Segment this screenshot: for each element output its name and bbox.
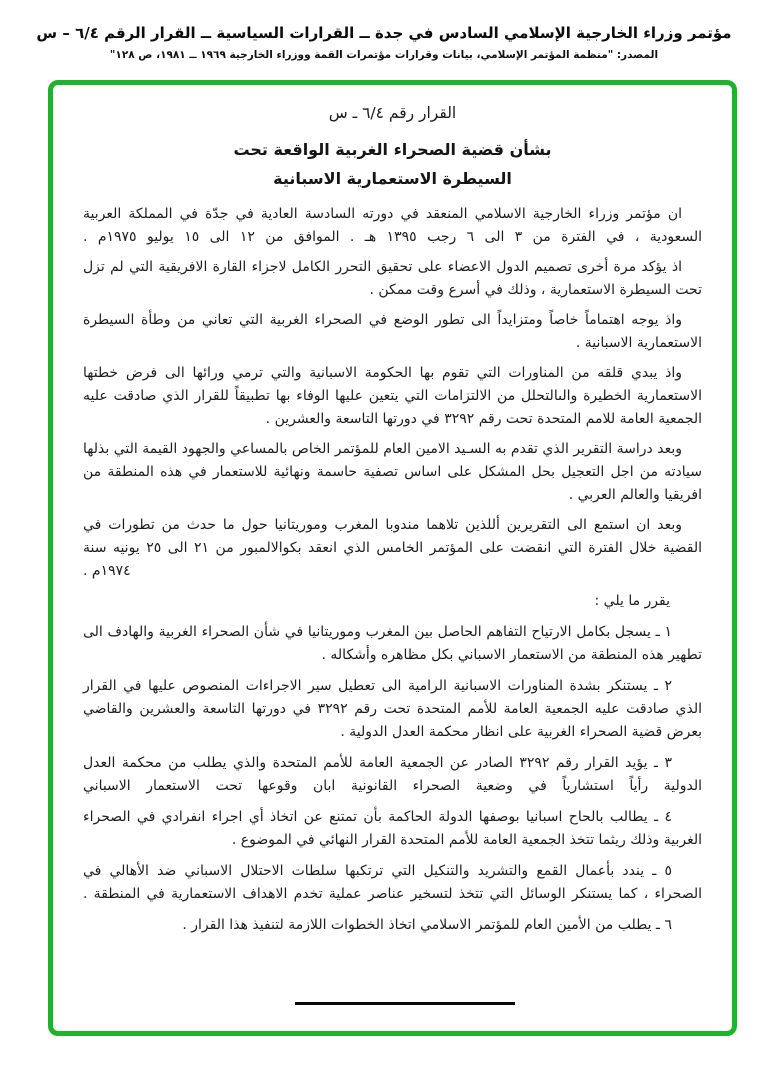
resolution-title-line-2: السيطرة الاستعمارية الاسبانية [273, 169, 512, 188]
decides-line: يقرر ما يلي : [594, 593, 670, 609]
preamble-paragraph: وبعد دراسة التقرير الذي تقدم به السـيد الامين العام للمؤتمر الخاص بالمساعي والجهود القيمة التي بذلها سيادته من اجل التعجيل بحل المشكل على اساس تصفية حاسمة ونهائية للاستعمار في هذه المنطقة من افريقيا والعالم العربي . [83, 441, 702, 503]
header-source: المصدر: "منظمة المؤتمر الإسلامي، بيانات وقرارات مؤتمرات القمة ووزراء الخارجية ١٩٦٩ ــ ١٩٨١، ص ١٢٨" [109, 49, 659, 61]
preamble-paragraph: ان مؤتمر وزراء الخارجية الاسلامي المنعقد في دورته السادسة العادية في جدّة في المملكة العربية السعودية ، في الفترة من ٣ الى ٦ رجب ١٣٩٥ هـ . الموافق من ١٢ الى ١٥ يوليو ١٩٧٥م . [83, 206, 702, 245]
resolution-item-4: ٤ ـ يطالب بالحاح اسبانيا بوصفها الدولة الحاكمة بأن تمتنع عن اتخاذ أي اجراء انفرادي في الصحراء الغربية وذلك ريثما تتخذ الجمعية العامة للأمم المتحدة القرار النهائي في الموضوع . [83, 809, 702, 848]
resolution-frame [48, 80, 737, 1036]
resolution-title [83, 135, 702, 193]
preamble-paragraph: وبعد ان استمع الى التقريرين أللذين تلاهما مندوبا المغرب وموريتانيا حول ما حدث من تطورات في القضية خلال الفترة التي انقضت على المؤتمر الخامس الذي انعقد بكوالالمبور من ٢١ الى ٢٥ يونيه سنة [83, 517, 703, 556]
preamble-paragraph: واذ يوجه اهتماماً خاصاً ومتزايداً الى تطور الوضع في الصحراء الغربية التي تعاني من وطأة السيطرة الاستعمارية الاسبانية . [83, 312, 702, 351]
preamble-paragraph: اذ يؤكد مرة أخرى تصميم الدول الاعضاء على تحقيق التحرر الكامل لاجزاء القارة الافريقية التي لم تزل تحت السيطرة الاستعمارية ، وذلك في أسرع وقت ممكن . [83, 259, 702, 298]
resolution-item-3: ٣ ـ يؤيد القرار رقم ٣٢٩٢ الصادر عن الجمعية العامة للأمم المتحدة والذي يطلب من محكمة العدل الدولية رأياً استشارياً في وضعية الصحراء القانونية ابان وقوعها تحت الاستعمار الاسباني [83, 755, 702, 794]
resolution-item-1: ١ ـ يسجل بكامل الارتياح التفاهم الحاصل بين المغرب وموريتانيا في شأن الصحراء الغربية والهادف الى تطهير هذه المنطقة من الاستعمار الاسباني بكل مظاهره وأشكاله . [83, 624, 702, 663]
resolution-title-line-1: بشأن قضية الصحراء الغربية الواقعة تحت [233, 140, 552, 159]
document-header [0, 23, 768, 63]
end-divider [295, 1002, 515, 1005]
preamble-paragraph-tail: ١٩٧٤م . [83, 563, 131, 579]
resolution-item-5: ٥ ـ يندد بأعمال القمع والتشريد والتنكيل التي ترتكبها سلطات الاحتلال الاسباني ضد الأهالي في الصحراء ، كما يستنكر الوسائل التي تتخذ لتسخير عناصر عملية تخدم الاهداف الاستعمارية في المنطقة . [83, 863, 702, 902]
header-title: مؤتمر وزراء الخارجية الإسلامي السادس في جدة ــ القرارات السياسية ــ القرار الرقم ٦/٤ – س [36, 24, 732, 42]
resolution-item-2: ٢ ـ يستنكر بشدة المناورات الاسبانية الرامية الى تعطيل سير الاجراءات المنصوص عليها في القرار الذي صادقت عليه الجمعية العامة للأمم المتحدة تحت رقم ٣٢٩٢ في دورتها التاسعة والعشرين والقاضي بعرض قضية الصحراء الغربية على انظار محكمة العدل الدولية . [83, 678, 702, 740]
resolution-number: القرار رقم ٦/٤ ـ س [328, 104, 457, 122]
resolution-item-6: ٦ ـ يطلب من الأمين العام للمؤتمر الاسلامي اتخاذ الخطوات اللازمة لتنفيذ هذا القرار . [182, 917, 672, 933]
preamble-paragraph: واذ يبدي قلقه من المناورات التي تقوم بها الحكومة الاسبانية والتي ترمي ورائها الى فرض خطتها الاستعمارية الخطيرة والىالتحلل من الالتزامات التي يتعين عليها الوفاء بها تطبيقاً للقرار الذي صادقت عليه الجمعية العامة للامم المتحدة تحت رقم ٣٢٩٢ في دورتها التاسعة والعشرين . [83, 365, 702, 427]
